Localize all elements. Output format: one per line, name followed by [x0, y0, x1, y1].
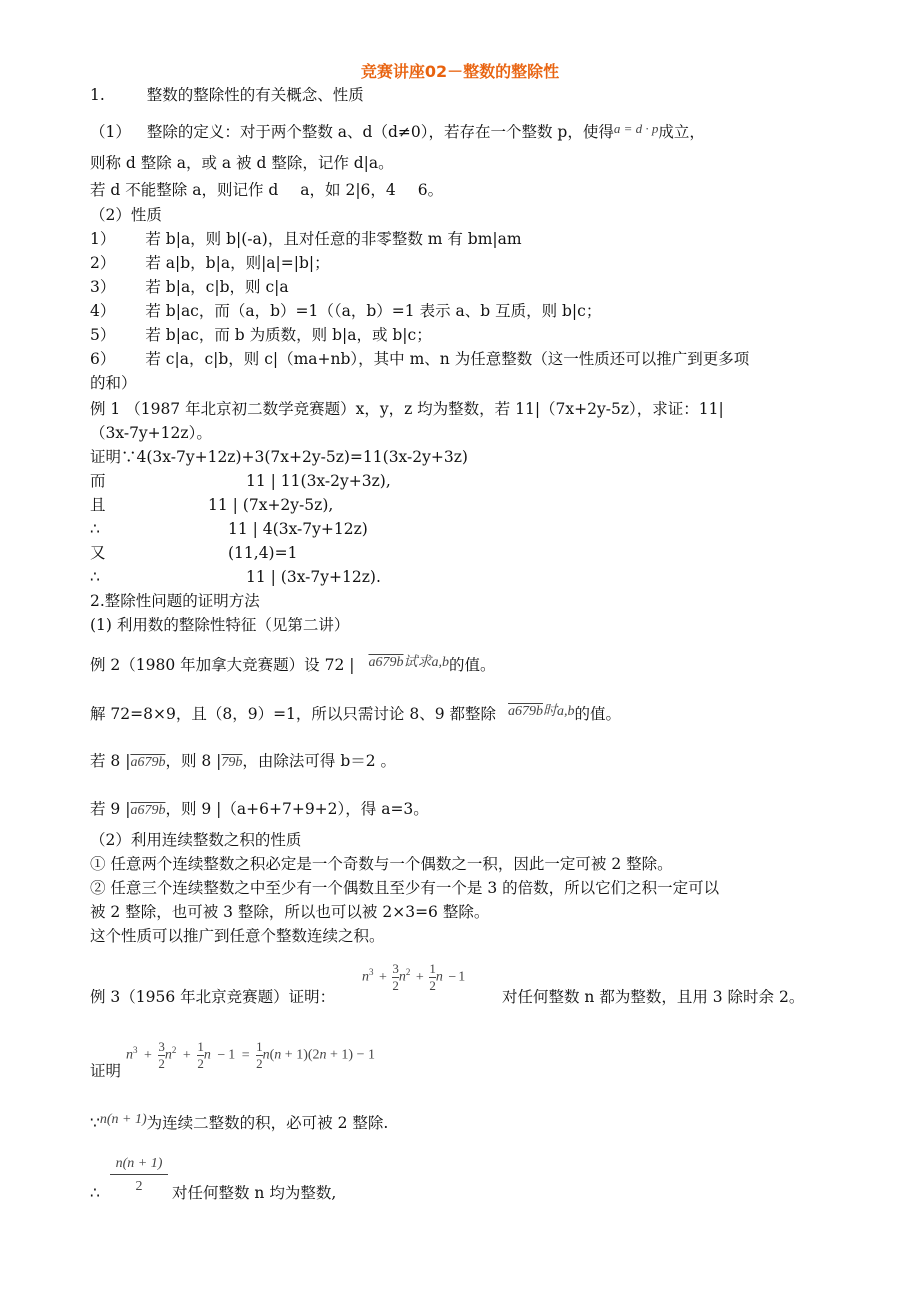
prop-text: 若 a|b，b|a，则|a|=|b|；: [145, 254, 330, 272]
case8-number: a679b: [130, 755, 166, 770]
ex3-tail: 对任何整数 n 都为整数，且用 3 除时余 2。: [502, 988, 805, 1006]
def-line3-b: a，如 2|6，4: [300, 181, 396, 199]
prop-item: [90, 300, 601, 322]
because-symbol: ∵: [90, 1114, 100, 1132]
step-lead: 又: [90, 544, 106, 562]
prop-num: 2）: [90, 254, 116, 272]
props-label: （2）性质: [90, 206, 162, 224]
step-expr: 11 | (3x-7y+12z).: [246, 568, 381, 586]
prop-text: 若 c|a，c|b，则 c|（ma+nb），其中 m、n 为任意整数（这一性质还可以推广到更多项: [145, 350, 750, 368]
ex3-therefore-line: [90, 1182, 100, 1204]
sub2-point2: ② 任意三个连续整数之中至少有一个偶数且至少有一个是 3 的倍数，所以它们之积一定可以: [90, 879, 720, 897]
sub2-heading: （2）利用连续整数之积的性质: [90, 831, 302, 849]
example2-line: [90, 654, 495, 678]
because-text: 为连续二整数的积，必可被 2 整除.: [146, 1114, 389, 1132]
def-line3-c: 6。: [417, 181, 444, 199]
def-text-b: 成立，: [658, 123, 705, 141]
sub2-point1: ① 任意两个连续整数之积必定是一个奇数与一个偶数之一积，因此一定可被 2 整除。: [90, 855, 673, 873]
prop-num: 4）: [90, 302, 116, 320]
proof-step: [90, 494, 333, 516]
because-expr: n(n + 1): [99, 1112, 147, 1127]
prop-text: 若 b|ac，而（a，b）=1（（a，b）=1 表示 a、b 互质，则 b|c；: [145, 302, 602, 320]
therefore-fraction: [110, 1156, 168, 1195]
prop-item6-cont: 的和）: [90, 374, 137, 392]
section-title: 整数的整除性的有关概念、性质: [146, 86, 364, 104]
def-line3-a: 若 d 不能整除 a，则记作 d: [90, 181, 279, 199]
ex2-sol-formula-text: 时a,b: [543, 704, 575, 719]
case8-c: ，由除法可得 b＝2 。: [242, 752, 397, 770]
prop-text: 若 b|ac，而 b 为质数，则 b|a，或 b|c；: [145, 326, 432, 344]
definition-line: [90, 121, 705, 144]
step-lead: ∴: [90, 520, 100, 538]
ex3-proof-formula: $n^3$ + $\frac{3}{2}$ $n^2$ + $\frac{1}{2}$ n − 1 = $\frac{1}{2}$ n(n + 1)(2n + 1) − 1: [126, 1039, 375, 1071]
case8-number2: 79b: [221, 755, 243, 770]
def-label: （1）: [90, 123, 131, 141]
ex2-text-a: 例 2（1980 年加拿大竞赛题）设 72 |: [90, 656, 355, 674]
prop-item: [90, 348, 749, 370]
section1-heading: [90, 84, 364, 106]
prop-item: [90, 324, 432, 346]
sub2-point2-cont: 被 2 整除，也可被 3 整除，所以也可以被 2×3=6 整除。: [90, 903, 490, 921]
def-line2: 则称 d 整除 a，或 a 被 d 整除，记作 d|a。: [90, 154, 394, 172]
case9-b: ，则 9 |（a+6+7+9+2），得 a=3。: [165, 800, 429, 818]
step-expr: 11 | 11(3x-2y+3z),: [246, 472, 391, 490]
step-lead: ∴: [90, 568, 100, 586]
example1-line2: （3x-7y+12z）。: [90, 424, 212, 442]
fraction-numerator: n(n + 1): [110, 1156, 168, 1175]
proof-step: [90, 566, 381, 588]
prop-num: 6）: [90, 350, 116, 368]
proof-step: [90, 518, 368, 540]
prop-text: 若 b|a，则 b|(-a)，且对任意的非零整数 m 有 bm|am: [145, 230, 522, 248]
ex2-formula-text: 试求a,b: [403, 655, 449, 670]
case-8-line: [90, 750, 396, 774]
ex3-because-line: [90, 1112, 388, 1136]
example1-proof: 证明∵4(3x-7y+12z)+3(7x+2y-5z)=11(3x-2y+3z): [90, 448, 468, 466]
prop-text: 若 b|a，c|b，则 c|a: [145, 278, 289, 296]
therefore-text: 对任何整数 n 均为整数,: [172, 1184, 337, 1202]
prop-num: 3）: [90, 278, 116, 296]
section2-heading: 2.整除性问题的证明方法: [90, 592, 260, 610]
ex2-number-a679b: a679b: [368, 655, 404, 670]
section2-sub1: (1) 利用数的整除性特征（见第二讲）: [90, 616, 350, 634]
ex3-proof-lead: 证明: [90, 1062, 122, 1080]
def-text-a: 整除的定义：对于两个整数 a、d（d≠0），若存在一个整数 p，使得: [146, 123, 614, 141]
ex3-formula: $n^3$ + $\frac{3}{2}$ $n^2$ + $\frac{1}{2}$ n − 1: [362, 961, 466, 993]
ex2-text-b: 的值。: [448, 656, 496, 674]
step-expr: 11 | 4(3x-7y+12z): [228, 520, 368, 538]
step-expr: 11 | (7x+2y-5z),: [208, 496, 334, 514]
case-9-line: [90, 798, 429, 822]
prop-item: [90, 228, 522, 250]
sub2-point3: 这个性质可以推广到任意个整数连续之积。: [90, 927, 385, 945]
example1-line1: 例 1 （1987 年北京初二数学竞赛题）x，y，z 均为整数，若 11|（7x+2y-5z），求证：11|: [90, 400, 724, 418]
def-line3: [90, 179, 443, 201]
ex2-sol-number: a679b: [508, 704, 543, 719]
step-lead: 且: [90, 496, 106, 514]
case8-a: 若 8 |: [90, 752, 131, 770]
prop-num: 5）: [90, 326, 116, 344]
ex3-lead: 例 3（1956 年北京竞赛题）证明：: [90, 988, 336, 1006]
fraction-denominator: 2: [135, 1179, 143, 1194]
proof-step: [90, 470, 391, 492]
case9-number: a679b: [130, 803, 166, 818]
example3-line: [90, 986, 335, 1008]
step-lead: 而: [90, 472, 106, 490]
case9-a: 若 9 |: [90, 800, 131, 818]
step-expr: (11,4)=1: [228, 544, 298, 562]
proof-step: [90, 542, 297, 564]
ex2-sol-a: 解 72=8×9，且（8，9）=1，所以只需讨论 8、9 都整除: [90, 705, 496, 723]
therefore-symbol: ∴: [90, 1184, 100, 1202]
example2-solution: [90, 703, 621, 727]
ex2-sol-b: 的值。: [574, 705, 622, 723]
section-number: 1.: [90, 86, 105, 104]
def-formula: a = d · p: [613, 121, 659, 136]
prop-item: [90, 252, 330, 274]
case8-b: ，则 8 |: [165, 752, 222, 770]
page-title: 竞赛讲座02－整数的整除性: [360, 62, 560, 81]
prop-item: [90, 276, 289, 298]
prop-num: 1）: [90, 230, 116, 248]
